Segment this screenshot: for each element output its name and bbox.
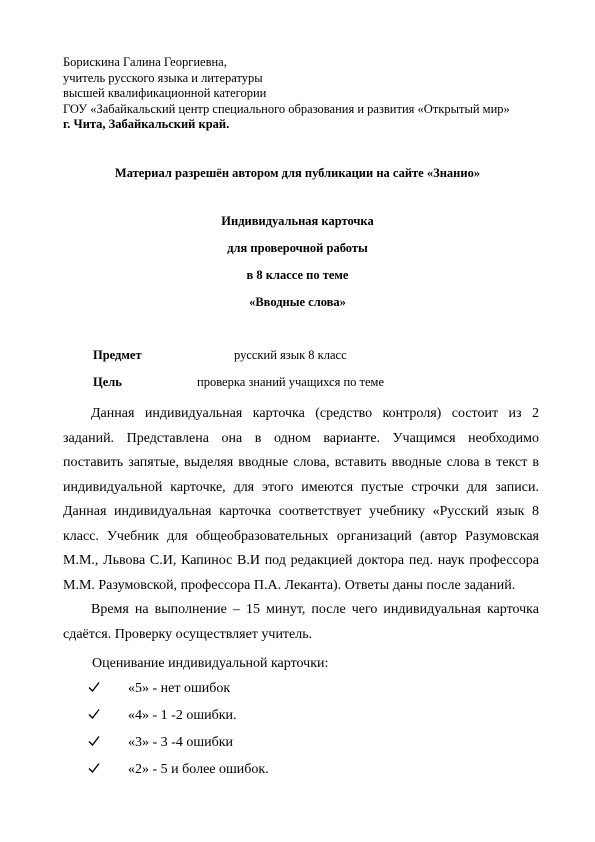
checkmark-icon [88,735,102,752]
document-title [0,214,595,322]
checkmark-icon [88,708,102,725]
author-location: г. Чита, Забайкальский край. [63,117,230,131]
subject-label: Предмет [93,348,142,362]
grading-item-text: «2» - 5 и более ошибок. [128,762,269,777]
grading-item-text: «4» - 1 -2 ошибки. [128,708,237,723]
author-organization: ГОУ «Забайкальский центр специального образования и развития «Открытый мир» [63,101,510,116]
description [63,402,539,647]
author-name: Борискина Галина Георгиевна, [63,55,227,69]
goal-value: проверка знаний учащихся по теме [197,375,384,389]
checkmark-icon [88,681,102,698]
permission-notice: Материал разрешён автором для публикации на сайте «Знанио» [114,166,481,180]
description-paragraph: Данная индивидуальная карточка (средство контроля) состоит из 2 заданий. Представлена она в одном варианте. Учащимся необходимо поставить запятые, выделяя вводные слова, вставить вводные слова в текст в индивидуальной карточке, для этого имеются пустые строчки для записи. Данная индивидуальная карточка соответствует учебнику «Русский язык 8 класс. Учебник для общеобразовательных организаций (автор Разумовская М.М., Львова С.И, Капинос В.И под редакцией доктора пед. наук профессора М.М. Разумовской, профессора П.А. Леканта). Ответы даны после заданий. [63,406,539,593]
goal-label: Цель [93,375,122,389]
title-line: «Вводные слова» [249,295,346,309]
title-line: для проверочной работы [227,241,368,255]
author-category: высшей квалификационной категории [63,86,267,100]
checkmark-icon [88,762,102,779]
author-block [63,55,533,133]
grading-title: Оценивание индивидуальной карточки: [92,656,329,671]
grading-item-text: «5» - нет ошибок [128,681,231,696]
author-position: учитель русского языка и литературы [63,70,263,85]
time-paragraph: Время на выполнение – 15 минут, после чего индивидуальная карточка сдаётся. Проверку осуществляет учитель. [63,602,539,642]
subject-value: русский язык 8 класс [234,348,347,362]
title-line: Индивидуальная карточка [221,214,374,228]
title-line: в 8 классе по теме [246,268,349,282]
grading-item-text: «3» - 3 -4 ошибки [128,735,234,750]
